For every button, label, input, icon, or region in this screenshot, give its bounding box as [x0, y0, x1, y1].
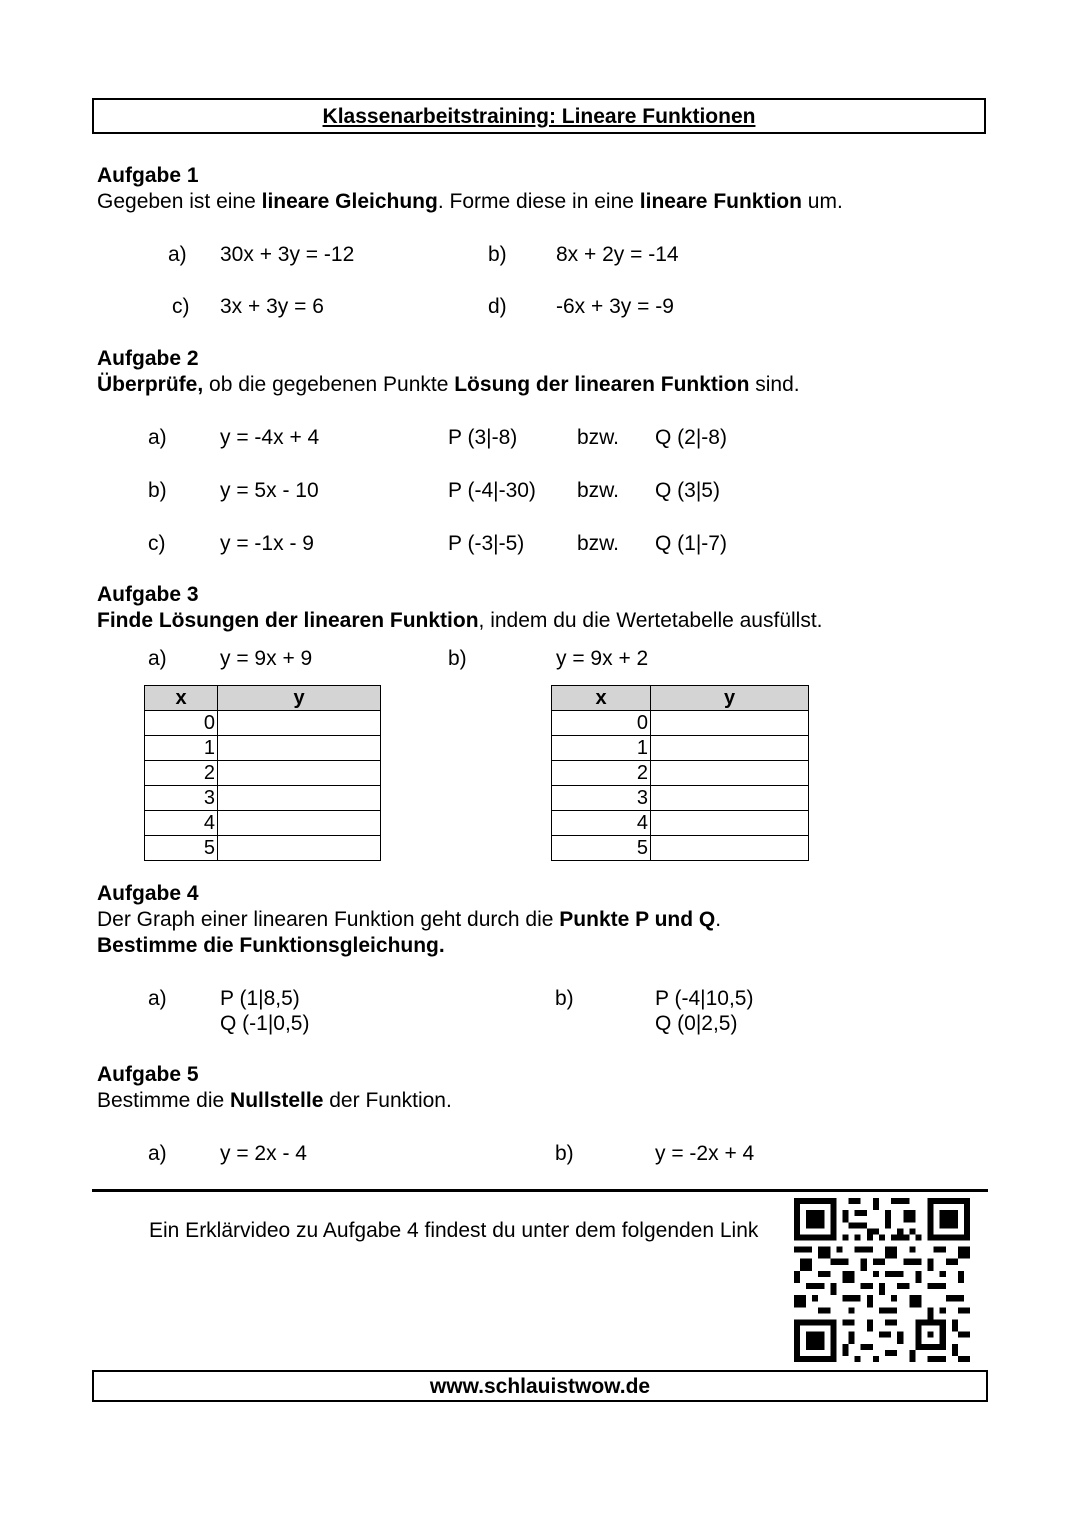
- value-table-y-cell[interactable]: [218, 761, 381, 786]
- aufgabe1-item-label: c): [172, 295, 190, 318]
- footer-website-box: [92, 1370, 988, 1402]
- aufgabe2-row-point-p: P (3|-8): [448, 426, 518, 449]
- value-table-header-y: y: [651, 686, 809, 711]
- aufgabe1-item-equation: 30x + 3y = -12: [220, 243, 355, 266]
- value-table-x-cell: 3: [552, 786, 651, 811]
- aufgabe4-instruction: Bestimme die Funktionsgleichung.: [97, 934, 445, 957]
- aufgabe4-item-label: b): [555, 987, 574, 1010]
- value-table-y-cell[interactable]: [651, 761, 809, 786]
- aufgabe2-row-function: y = -1x - 9: [220, 532, 314, 555]
- aufgabe2-row-function: y = -4x + 4: [220, 426, 320, 449]
- aufgabe1-item-label: a): [168, 243, 187, 266]
- value-table-x-cell: 5: [145, 836, 218, 861]
- aufgabe4-item-point-p: P (-4|10,5): [655, 987, 754, 1010]
- video-link-text: Ein Erklärvideo zu Aufgabe 4 findest du unter dem folgenden Link: [149, 1219, 759, 1242]
- aufgabe5-intro: Bestimme die Nullstelle der Funktion.: [97, 1089, 452, 1112]
- value-table-x-cell: 1: [552, 736, 651, 761]
- aufgabe4-item-point-p: P (1|8,5): [220, 987, 300, 1010]
- value-table-x-cell: 3: [145, 786, 218, 811]
- title-box: [92, 98, 986, 134]
- aufgabe1-intro: Gegeben ist eine lineare Gleichung. Forme diese in eine lineare Funktion um.: [97, 190, 843, 213]
- value-table-x-cell: 2: [145, 761, 218, 786]
- aufgabe1-item-equation: -6x + 3y = -9: [556, 295, 674, 318]
- aufgabe5-item-label: b): [555, 1142, 574, 1165]
- aufgabe5-item-function: y = -2x + 4: [655, 1142, 755, 1165]
- value-table-y-cell[interactable]: [651, 711, 809, 736]
- aufgabe2-intro: Überprüfe, ob die gegebenen Punkte Lösung der linearen Funktion sind.: [97, 373, 800, 396]
- aufgabe2-row-separator: bzw.: [577, 426, 620, 449]
- aufgabe2-row-function: y = 5x - 10: [220, 479, 319, 502]
- aufgabe4-item-point-q: Q (0|2,5): [655, 1012, 738, 1035]
- aufgabe2-row-separator: bzw.: [577, 532, 620, 555]
- aufgabe3-table-label: a): [148, 647, 167, 670]
- aufgabe1-item-label: b): [488, 243, 507, 266]
- value-table-y-cell[interactable]: [651, 736, 809, 761]
- value-table-b: [551, 685, 809, 861]
- aufgabe3-intro: Finde Lösungen der linearen Funktion, indem du die Wertetabelle ausfüllst.: [97, 609, 823, 632]
- value-table-y-cell[interactable]: [651, 836, 809, 861]
- website-link[interactable]: www.schlauistwow.de: [429, 1375, 651, 1398]
- aufgabe2-row-label: c): [148, 532, 166, 555]
- aufgabe2-heading: Aufgabe 2: [97, 347, 199, 370]
- value-table-x-cell: 4: [145, 811, 218, 836]
- value-table-x-cell: 2: [552, 761, 651, 786]
- footer-divider: [92, 1189, 988, 1192]
- aufgabe1-item-equation: 8x + 2y = -14: [556, 243, 679, 266]
- aufgabe2-row-point-q: Q (3|5): [655, 479, 720, 502]
- value-table-header-x: x: [145, 686, 218, 711]
- value-table-x-cell: 0: [552, 711, 651, 736]
- value-table-x-cell: 0: [145, 711, 218, 736]
- value-table-x-cell: 5: [552, 836, 651, 861]
- aufgabe2-row-separator: bzw.: [577, 479, 620, 502]
- aufgabe4-item-point-q: Q (-1|0,5): [220, 1012, 310, 1035]
- value-table-y-cell[interactable]: [651, 786, 809, 811]
- value-table-y-cell[interactable]: [218, 786, 381, 811]
- value-table-y-cell[interactable]: [218, 811, 381, 836]
- aufgabe2-row-label: b): [148, 479, 167, 502]
- value-table-y-cell[interactable]: [218, 736, 381, 761]
- aufgabe1-item-equation: 3x + 3y = 6: [220, 295, 324, 318]
- page-title: Klassenarbeitstraining: Lineare Funktionen: [322, 105, 756, 128]
- value-table-a: [144, 685, 381, 861]
- value-table-header-x: x: [552, 686, 651, 711]
- value-table-x-cell: 4: [552, 811, 651, 836]
- aufgabe5-heading: Aufgabe 5: [97, 1063, 199, 1086]
- aufgabe2-row-point-q: Q (1|-7): [655, 532, 727, 555]
- value-table-y-cell[interactable]: [218, 836, 381, 861]
- qr-code-icon[interactable]: [793, 1198, 971, 1362]
- aufgabe2-row-point-p: P (-4|-30): [448, 479, 536, 502]
- aufgabe1-heading: Aufgabe 1: [97, 164, 199, 187]
- aufgabe2-row-point-p: P (-3|-5): [448, 532, 525, 555]
- value-table-y-cell[interactable]: [218, 711, 381, 736]
- aufgabe1-item-label: d): [488, 295, 507, 318]
- aufgabe3-table-label: b): [448, 647, 467, 670]
- aufgabe2-row-point-q: Q (2|-8): [655, 426, 727, 449]
- aufgabe4-item-label: a): [148, 987, 167, 1010]
- aufgabe3-table-function: y = 9x + 2: [556, 647, 649, 670]
- aufgabe2-row-label: a): [148, 426, 167, 449]
- aufgabe3-heading: Aufgabe 3: [97, 583, 199, 606]
- aufgabe4-intro: Der Graph einer linearen Funktion geht durch die Punkte P und Q.: [97, 908, 722, 931]
- value-table-x-cell: 1: [145, 736, 218, 761]
- aufgabe5-item-function: y = 2x - 4: [220, 1142, 307, 1165]
- aufgabe5-item-label: a): [148, 1142, 167, 1165]
- value-table-y-cell[interactable]: [651, 811, 809, 836]
- aufgabe4-heading: Aufgabe 4: [97, 882, 199, 905]
- value-table-header-y: y: [218, 686, 381, 711]
- aufgabe3-table-function: y = 9x + 9: [220, 647, 313, 670]
